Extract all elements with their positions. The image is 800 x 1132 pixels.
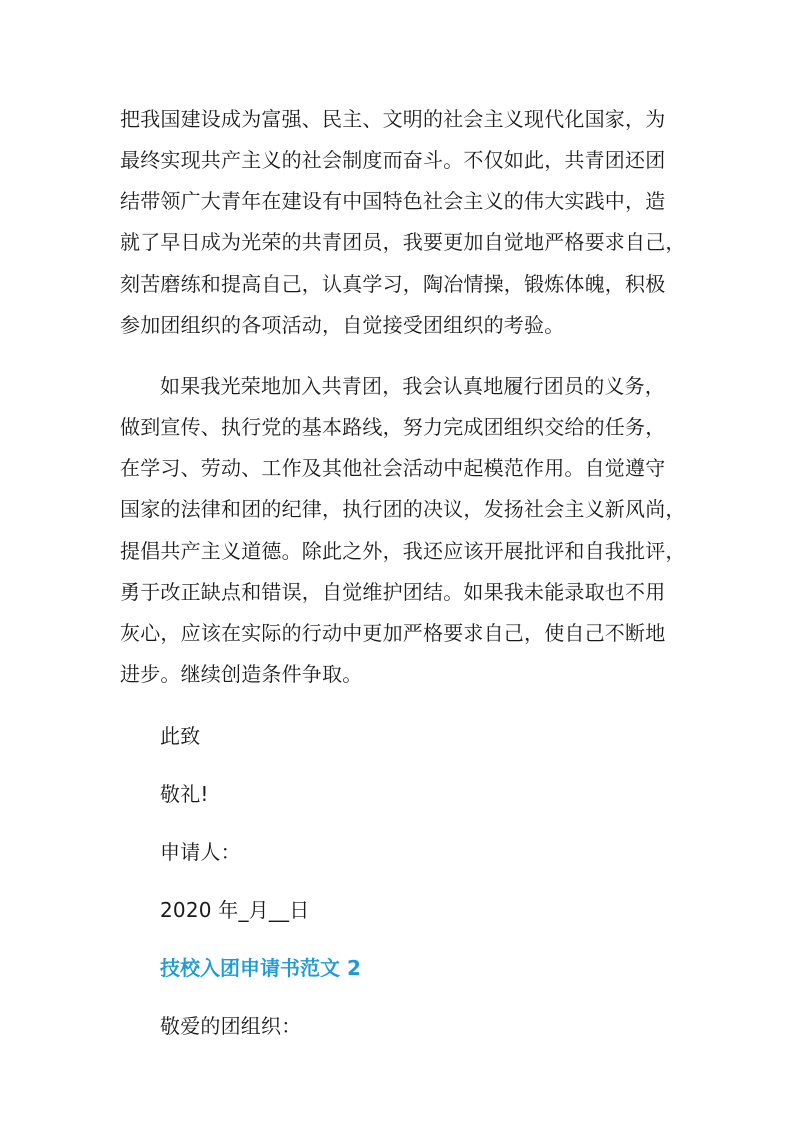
paragraph-line: 如果我光荣地加入共青团，我会认真地履行团员的义务，: [160, 374, 665, 398]
closing-regards: 敬礼!: [160, 782, 209, 806]
date-line: 2020 年_月__日: [160, 898, 310, 922]
greeting: 敬爱的团组织：: [160, 1014, 302, 1038]
paragraph-line: 参加团组织的各项活动，自觉接受团组织的考验。: [120, 313, 565, 337]
section-heading: 技校入团申请书范文 2: [160, 956, 361, 980]
paragraph-line: 提倡共产主义道德。除此之外，我还应该开展批评和自我批评，: [120, 539, 686, 563]
paragraph-line: 结带领广大青年在建设有中国特色社会主义的伟大实践中，造: [120, 189, 666, 213]
paragraph-line: 在学习、劳动、工作及其他社会活动中起模范作用。自觉遵守: [120, 456, 666, 480]
paragraph-line: 国家的法律和团的纪律，执行团的决议，发扬社会主义新风尚，: [120, 497, 686, 521]
paragraph-line: 灰心，应该在实际的行动中更加严格要求自己，使自己不断地: [120, 621, 666, 645]
closing-salutation: 此致: [160, 724, 201, 748]
applicant-label: 申请人：: [160, 840, 241, 864]
paragraph-line: 把我国建设成为富强、民主、文明的社会主义现代化国家，为: [120, 107, 666, 131]
paragraph-line: 勇于改正缺点和错误，自觉维护团结。如果我未能录取也不用: [120, 580, 666, 604]
paragraph-line: 就了早日成为光荣的共青团员，我要更加自觉地严格要求自己，: [120, 230, 686, 254]
paragraph-line: 最终实现共产主义的社会制度而奋斗。不仅如此，共青团还团: [120, 148, 666, 172]
paragraph-line: 刻苦磨练和提高自己，认真学习，陶冶情操，锻炼体魄，积极: [120, 272, 666, 296]
paragraph-line: 做到宣传、执行党的基本路线，努力完成团组织交给的任务，: [120, 415, 666, 439]
paragraph-line: 进步。继续创造条件争取。: [120, 662, 363, 686]
